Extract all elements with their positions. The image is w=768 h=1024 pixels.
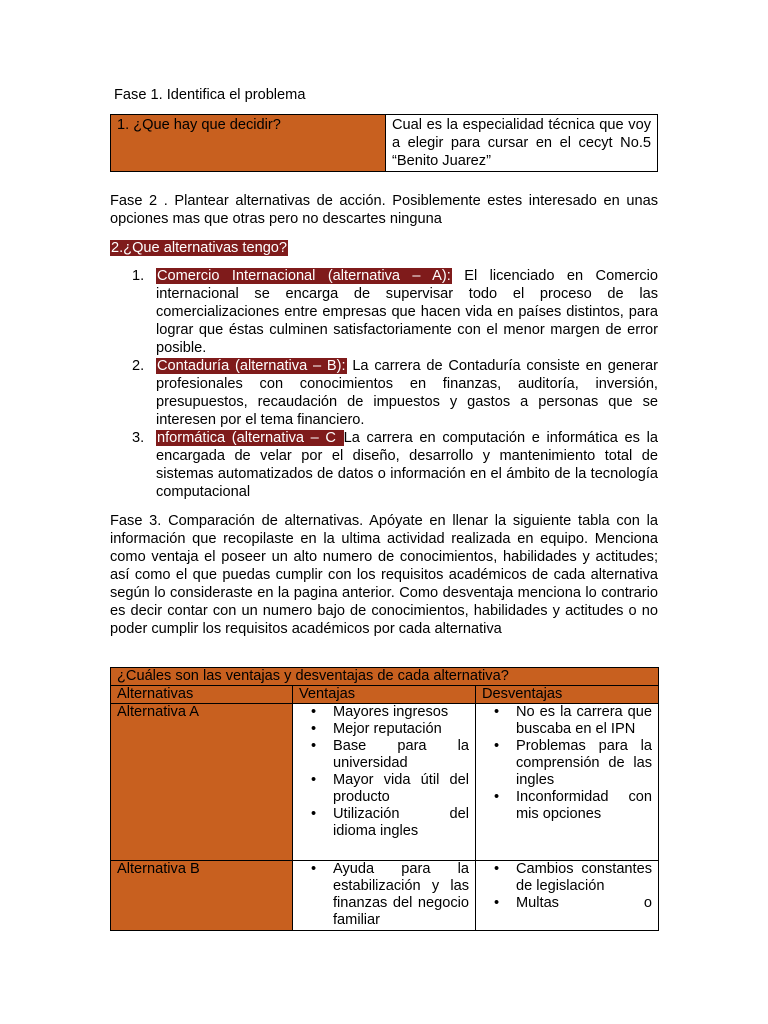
- alternatives-list: [110, 267, 658, 501]
- table-row: [111, 704, 659, 861]
- list-item: • Inconformidad con mis opciones: [516, 789, 652, 823]
- alternative-description: La carrera de Contaduría consiste en generar profesionales con conocimientos en finanzas, auditoría, inversión, presupuestos, recaudación de impuestos y gastos a personas que se interesen por el tema financiero.: [156, 358, 659, 428]
- desventajas-cell: [476, 861, 659, 931]
- comparison-title: ¿Cuáles son las ventajas y desventajas de cada alternativa?: [111, 668, 659, 686]
- alternatives-heading: 2.¿Que alternativas tengo?: [111, 240, 288, 256]
- table-row: [111, 861, 659, 931]
- alternative-item: [110, 429, 658, 501]
- fase3-text: Fase 3. Comparación de alternativas. Apóyate en llenar la siguiente tabla con la información que recopilaste en la ultima actividad realizada en equipo. Menciona como ventaja el poseer un alto numero de conocimientos, habilidades y actitudes; así como el que puedas cumplir con los requisitos académicos de cada alternativa según lo consideraste en la pagina anterior. Como desventaja menciona lo contrario es decir contar con un numero bajo de conocimientos, habilidades y actitudes o no poder cumplir los requisitos académicos por cada alternativa: [110, 513, 658, 637]
- alternative-description: El licenciado en Comercio internacional se encarga de supervisar todo el proceso de las comercializaciones entre empresas que hacen vida en países distintos, para lograr que éstas culminen satisfactoriamente con el menor margen de error posible.: [156, 268, 658, 356]
- list-item: • No es la carrera que buscaba en el IPN: [516, 704, 652, 738]
- decision-table: [110, 114, 658, 172]
- list-item: • Multas o: [516, 895, 652, 912]
- row-alternativa-a: Alternativa A: [111, 704, 293, 861]
- alternative-item: [110, 267, 658, 357]
- comparison-table: [110, 667, 659, 931]
- fase2-text: Fase 2 . Plantear alternativas de acción. Posiblemente estes interesado en unas opciones mas que otras pero no descartes ninguna: [110, 193, 658, 227]
- list-item: • Utilización del idioma ingles: [333, 806, 469, 840]
- ventajas-cell: [293, 861, 476, 931]
- row-alternativa-b: Alternativa B: [111, 861, 293, 931]
- fase1-title: Fase 1. Identifica el problema: [114, 87, 306, 103]
- decision-answer: Cual es la especialidad técnica que voy a elegir para cursar en el cecyt No.5 “Benito Juarez”: [386, 115, 658, 172]
- desventajas-cell: [476, 704, 659, 861]
- alternative-label: Comercio Internacional (alternativa – A):: [157, 268, 451, 284]
- decision-question: 1. ¿Que hay que decidir?: [111, 115, 386, 172]
- alternative-number: 2.: [132, 358, 145, 374]
- list-item: • Problemas para la comprensión de las ingles: [516, 738, 652, 789]
- alternative-number: 3.: [132, 430, 145, 446]
- ventajas-cell: [293, 704, 476, 861]
- list-item: • Base para la universidad: [333, 738, 469, 772]
- fase2-heading: [110, 239, 288, 257]
- list-item: • Mayores ingresos: [333, 704, 469, 721]
- header-alternativas: Alternativas: [111, 686, 293, 704]
- list-item: • Cambios constantes de legislación: [516, 861, 652, 895]
- list-item: • Ayuda para la estabilización y las finanzas del negocio familiar: [333, 861, 469, 929]
- alternative-description: La carrera en computación e informática es la encargada de velar por el diseño, desarrollo y mantenimiento total de sistemas automatizados de datos o información en el ámbito de la tecnología computacional: [156, 430, 658, 500]
- alternative-item: [110, 357, 658, 429]
- header-desventajas: Desventajas: [476, 686, 659, 704]
- alternative-number: 1.: [132, 268, 145, 284]
- header-ventajas: Ventajas: [293, 686, 476, 704]
- alternative-label: Contaduría (alternativa – B):: [157, 358, 346, 374]
- list-item: • Mejor reputación: [333, 721, 469, 738]
- alternative-label: nformática (alternativa – C: [157, 430, 343, 446]
- list-item: • Mayor vida útil del producto: [333, 772, 469, 806]
